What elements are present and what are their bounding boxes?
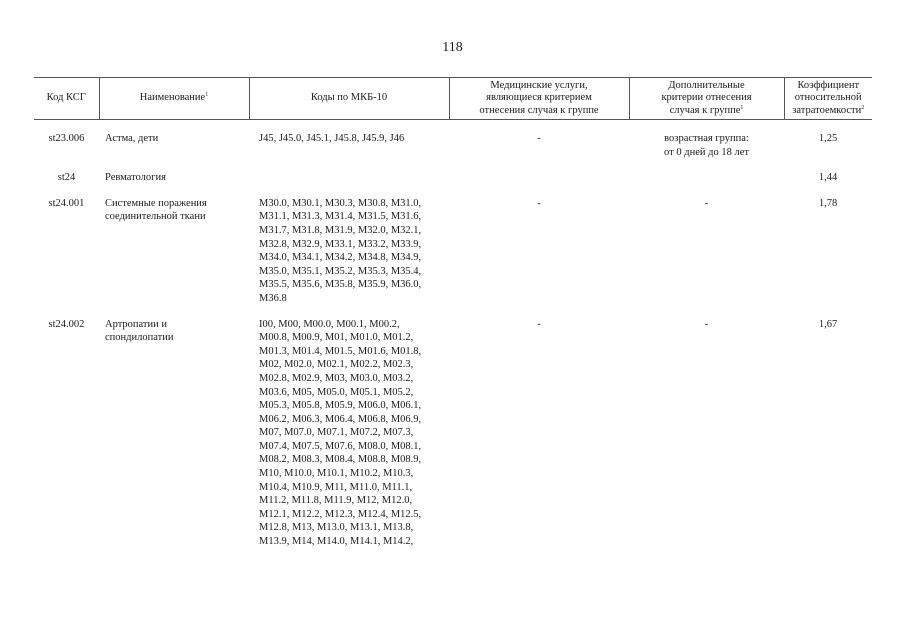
page-number: 118 [442,40,463,55]
cell-coefficient [784,120,872,172]
mkb-codes-line: M32.8, M32.9, M33.1, M33.2, M33.9, [259,238,422,250]
mkb-codes-line: M30.0, M30.1, M30.3, M30.8, M31.0, [259,197,422,209]
cell-extra-criteria [629,120,784,172]
mkb-codes-line: M07, M07.0, M07.1, M07.2, M07.3, [259,427,414,439]
mkb-codes-line: M08.2, M08.3, M08.4, M08.8, M08.9, [259,454,422,466]
cell-code [34,318,99,561]
mkb-codes-line: M10.4, M10.9, M11, M11.0, M11.1, [259,481,413,493]
cell-name [99,197,249,318]
mkb-codes-line: M07.4, M07.5, M07.6, M08.0, M08.1, [259,440,422,452]
mkb-codes-line: M00.8, M00.9, M01, M01.0, M01.2, [259,332,414,344]
extra-criteria-value: возрастная группа: [664,133,749,144]
cell-services [449,318,629,561]
header-services: Медицинские услуги, являющиеся критерием отнесения случая к группе [449,78,629,120]
mkb-codes-line: I00, M00, M00.0, M00.1, M00.2, [259,318,400,330]
header-name: Наименование$^1$ [99,78,249,120]
cell-mkb-codes [249,318,449,561]
cell-mkb-codes [249,197,449,318]
mkb-codes-line: M06.2, M06.3, M06.4, M06.8, M06.9, [259,413,422,425]
ksg-name: Артропатии и [105,318,167,330]
ksg-name: Астма, дети [105,133,159,144]
cell-services [449,197,629,318]
extra-criteria-value: - [704,197,709,209]
ksg-code: st24 [57,172,76,184]
mkb-codes-line: M05.3, M05.8, M05.9, M06.0, M06.1, [259,400,422,412]
ksg-name-cont: соединительной ткани [105,211,206,223]
mkb-codes-line: M02.8, M02.9, M03, M03.0, M03.2, [259,372,414,384]
table-row [34,197,872,318]
cell-services [449,171,629,197]
coefficient-value: 1,25 [818,133,838,144]
cell-coefficient [784,171,872,197]
ksg-code: st24.001 [48,197,85,209]
cell-name [99,171,249,197]
mkb-codes-line: M35.5, M35.6, M35.8, M35.9, M36.0, [259,279,422,291]
coefficient-value: 1,44 [818,172,838,184]
cell-code [34,171,99,197]
cell-coefficient [784,318,872,561]
table-row [34,318,872,561]
ksg-name: Ревматология [105,172,166,184]
coefficient-value: 1,78 [818,197,838,209]
services-value: - [537,318,541,330]
ksg-name: Системные поражения [105,197,207,209]
cell-code [34,120,99,172]
mkb-codes-line: J45, J45.0, J45.1, J45.8, J45.9, J46 [259,133,405,144]
mkb-codes-line: M10, M10.0, M10.1, M10.2, M10.3, [259,468,414,480]
header-coefficient: Коэффициент относительной затратоемкости$^2$ [784,78,872,120]
mkb-codes-line: M01.3, M01.4, M01.5, M01.6, M01.8, [259,345,422,357]
mkb-codes-line: M31.1, M31.3, M31.4, M31.5, M31.6, [259,211,422,223]
mkb-codes-line: M03.6, M05, M05.0, M05.1, M05.2, [259,386,414,398]
mkb-codes-line: M13.9, M14, M14.0, M14.1, M14.2, [259,536,414,548]
extra-criteria-value: - [704,318,709,330]
cell-mkb-codes [249,171,449,197]
cell-mkb-codes [249,120,449,172]
cell-name [99,318,249,561]
mkb-codes-line: M34.0, M34.1, M34.2, M34.8, M34.9, [259,252,422,264]
cell-extra-criteria [629,318,784,561]
mkb-codes-line: M36.8 [259,292,287,304]
table-row [34,120,872,172]
ksg-table [34,77,872,561]
mkb-codes-line: M35.0, M35.1, M35.2, M35.3, M35.4, [259,265,422,277]
header-extra-criteria: Дополнительные критерии отнесения случая к группе$^1$ [629,78,784,120]
coefficient-value: 1,67 [818,318,838,330]
mkb-codes-line: M12.8, M13, M13.0, M13.1, M13.8, [259,522,414,534]
table-header-row [34,78,872,120]
cell-extra-criteria [629,171,784,197]
header-mkb: Коды по МКБ-10 [249,78,449,120]
services-value: - [537,133,541,144]
mkb-codes-line: M02, M02.0, M02.1, M02.2, M02.3, [259,359,414,371]
services-value: - [537,197,541,209]
mkb-codes-line: M31.7, M31.8, M31.9, M32.0, M32.1, [259,224,422,236]
cell-name [99,120,249,172]
cell-coefficient [784,197,872,318]
ksg-name-cont: спондилопатии [105,332,174,344]
mkb-codes-line: M12.1, M12.2, M12.3, M12.4, M12.5, [259,508,422,520]
table-row [34,171,872,197]
extra-criteria-cont: от 0 дней до 18 лет [664,146,749,158]
cell-services [449,120,629,172]
ksg-code: st23.006 [48,133,85,144]
header-code: Код КСГ [34,78,99,120]
mkb-codes-line: M11.2, M11.8, M11.9, M12, M12.0, [259,495,413,507]
cell-extra-criteria [629,197,784,318]
cell-code [34,197,99,318]
ksg-code: st24.002 [48,318,85,330]
